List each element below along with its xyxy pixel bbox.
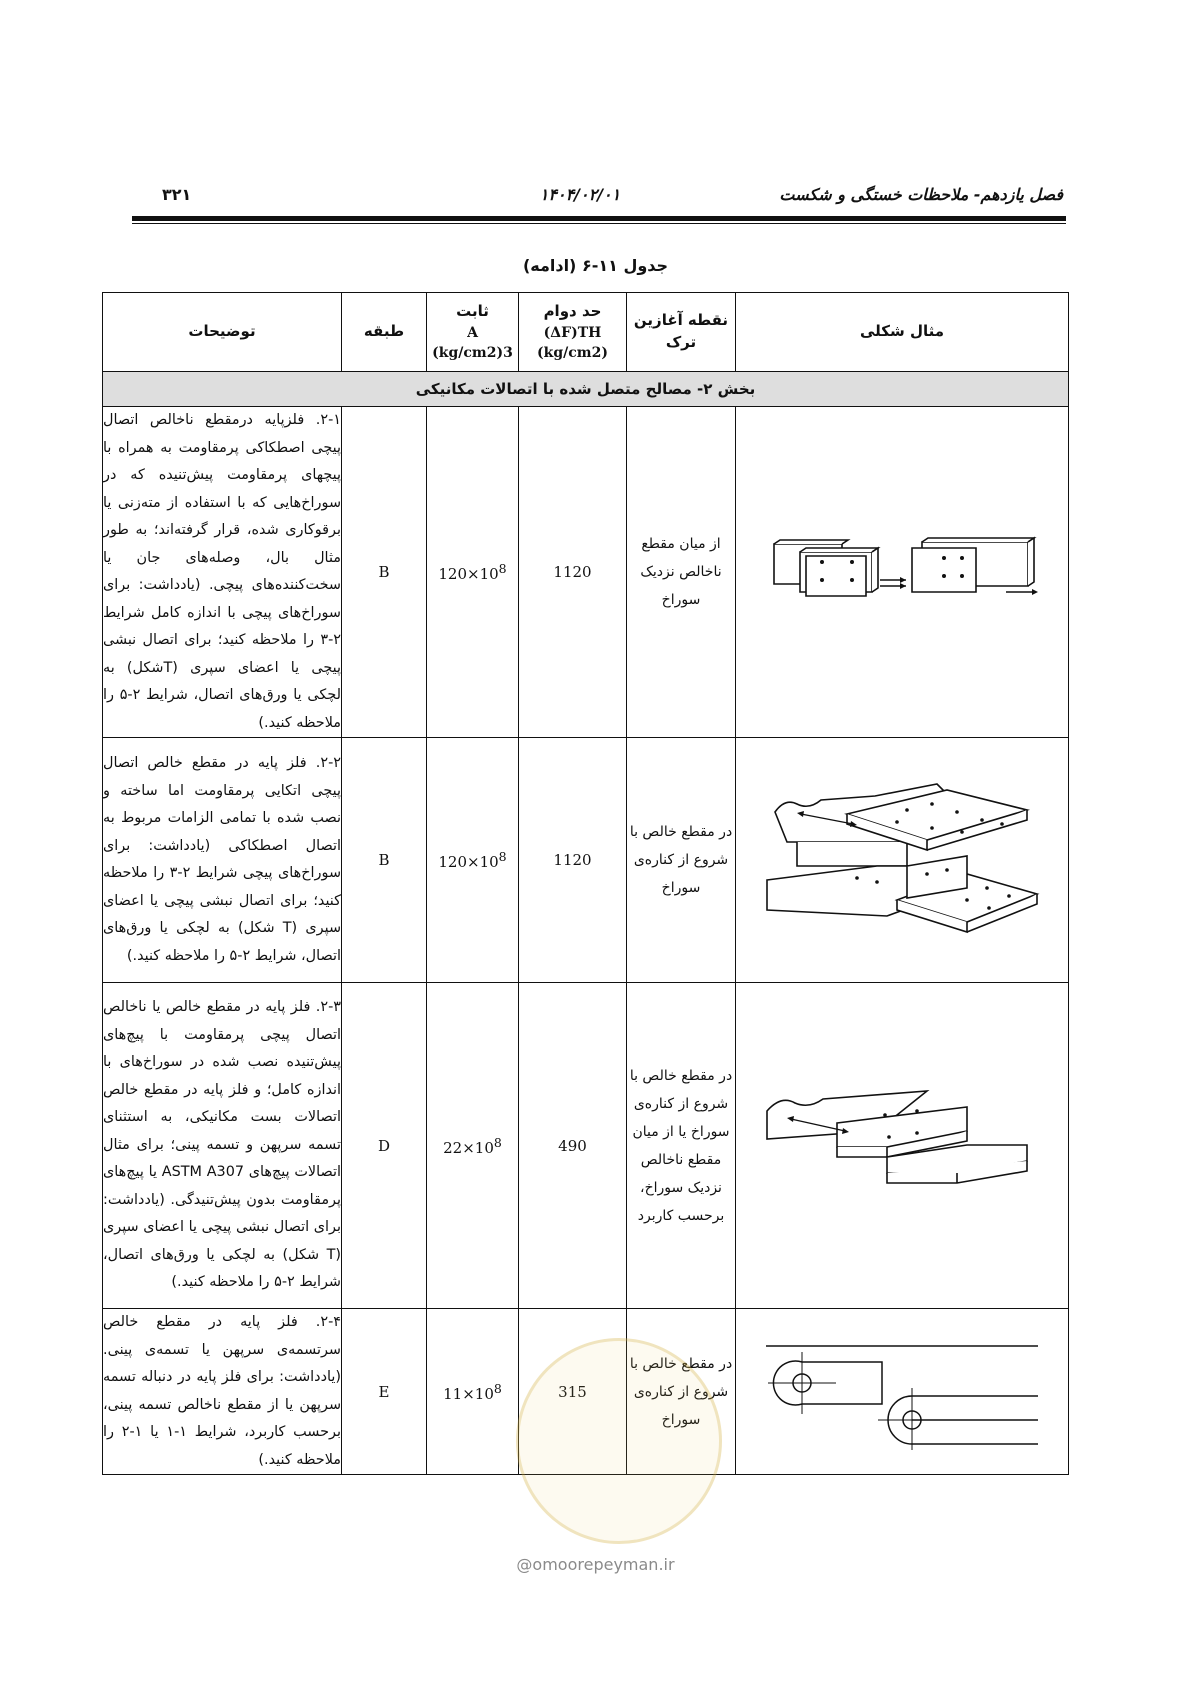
row-category: E [342, 1309, 427, 1475]
col-constant [427, 293, 519, 372]
row-constant: $120\times 10^8$ [427, 407, 519, 738]
col-constant-symbol: A [467, 324, 478, 341]
row-threshold: 1120 [519, 738, 627, 983]
beam-splice-illustration [757, 770, 1047, 950]
row-category: D [342, 983, 427, 1309]
table-caption: جدول ۱۱-۶ (ادامه) [522, 256, 669, 275]
row-figure [736, 738, 1069, 983]
header-date: ۱۴۰۴/۰۲/۰۱ [539, 185, 621, 204]
fatigue-table [102, 292, 1069, 1475]
col-crack-start-line1: نقطه آغازین [633, 311, 729, 330]
row-description: ۲-۳. فلز پایه در مقطع خالص یا ناخالص اتصال پیچی پرمقاومت با پیچ‌های پیش‌تنیده نصب شده در سوراخ‌های با اندازه کامل؛ و فلز پایه در مقطع خالص اتصالات بست مکانیکی، به استثنای تسمه سرپهن و تسمه پینی؛ برای مثال اتصالات پیچ‌های ASTM A307 یا پیچ‌های پرمقاومت بدون پیش‌تنیدگی. (یادداشت: برای اتصال نبشی پیچی یا اعضای سپری (T شکل) به لچکی یا ورق‌های اتصال، شرایط ۲-۵ را ملاحظه کنید.) [103, 983, 342, 1309]
splice-plates-illustration [762, 522, 1042, 622]
eyebar-pin-plate-illustration [752, 1332, 1052, 1452]
row-crack-start: در مقطع خالص با شروع از کناره‌ی سوراخ [627, 738, 736, 983]
row-threshold: 315 [519, 1309, 627, 1475]
table-header-row [103, 293, 1069, 372]
watermark-seal [516, 1338, 722, 1544]
chapter-title: فصل یازدهم- ملاحظات خستگی و شکست [779, 185, 1063, 204]
row-constant: $22\times 10^8$ [427, 983, 519, 1309]
row-figure [736, 983, 1069, 1309]
col-crack-start [627, 293, 736, 372]
row-threshold: 490 [519, 983, 627, 1309]
table-row [103, 738, 1069, 983]
row-figure [736, 407, 1069, 738]
col-crack-start-line2: ترک [665, 333, 697, 351]
row-crack-start: در مقطع خالص با شروع از کناره‌ی سوراخ یا از میان مقطع ناخالص نزدیک سوراخ، برحسب کاربرد [627, 983, 736, 1309]
header-rule-thin [132, 223, 1066, 224]
col-threshold-symbol: (ΔF)TH [543, 324, 602, 341]
col-category: طبقه [342, 293, 427, 372]
lap-joint-illustration [757, 1061, 1047, 1231]
table-row [103, 407, 1069, 738]
row-threshold: 1120 [519, 407, 627, 738]
row-category: B [342, 738, 427, 983]
row-constant: $120\times 10^8$ [427, 738, 519, 983]
table-row [103, 983, 1069, 1309]
row-category: B [342, 407, 427, 738]
col-constant-unit: (kg/cm2)3 [432, 344, 513, 361]
row-constant: $11\times 10^8$ [427, 1309, 519, 1475]
section-row [103, 372, 1069, 407]
col-description: توضیحات [103, 293, 342, 372]
row-figure [736, 1309, 1069, 1475]
row-crack-start: از میان مقطع ناخالص نزدیک سوراخ [627, 407, 736, 738]
col-figure: مثال شکلی [736, 293, 1069, 372]
page-number: ۳۲۱ [162, 185, 192, 204]
col-threshold [519, 293, 627, 372]
col-constant-label: ثابت [456, 301, 489, 320]
row-description: ۲-۲. فلز پایه در مقطع خالص اتصال پیچی اتکایی پرمقاومت اما ساخته و نصب شده با تمامی الزامات مربوط به اتصال اصطکاکی (یادداشت: برای سوراخ‌های پیچی شرایط ۲-۳ را ملاحظه کنید؛ برای اتصال نبشی پیچی یا اعضای سپری (T شکل) به لچکی یا ورق‌های اتصال، شرایط ۲-۵ را ملاحظه کنید.) [103, 738, 342, 983]
row-description: ۲-۴. فلز پایه در مقطع خالص سرتسمه‌ی سرپهن یا تسمه‌ی پینی. (یادداشت: برای فلز پایه در دنباله تسمه سرپهن یا از مقطع ناخالص تسمه پینی، برحسب کاربرد، شرایط ۱-۱ یا ۱-۲ را ملاحظه کنید.) [103, 1309, 342, 1475]
section-title: بخش ۲- مصالح متصل شده با اتصالات مکانیکی [103, 372, 1069, 407]
row-description: ۲-۱. فلزپایه درمقطع ناخالص اتصال پیچی اصطکاکی پرمقاومت به همراه با پیچهای پرمقاومت پیش‌تنیده که در سوراخ‌هایی که با استفاده از مته‌زنی یا برقوکاری شده، قرار گرفته‌اند؛ به طور مثال بال، وصله‌های جان یا سخت‌کننده‌های پیچی. (یادداشت: برای سوراخ‌های پیچی با اندازه کامل شرایط ۲-۳ را ملاحظه کنید؛ برای اتصال نبشی پیچی یا اعضای سپری (Tشکل) به لچکی یا ورق‌های اتصال، شرایط ۲-۵ را ملاحظه کنید.) [103, 407, 342, 738]
header-rule [132, 216, 1066, 221]
watermark-text: @omoorepeyman.ir [516, 1555, 675, 1574]
row-crack-start: در مقطع خالص با شروع از کناره‌ی سوراخ [627, 1309, 736, 1475]
col-threshold-label: حد دوام [543, 301, 602, 320]
col-threshold-unit: (kg/cm2) [537, 344, 608, 361]
